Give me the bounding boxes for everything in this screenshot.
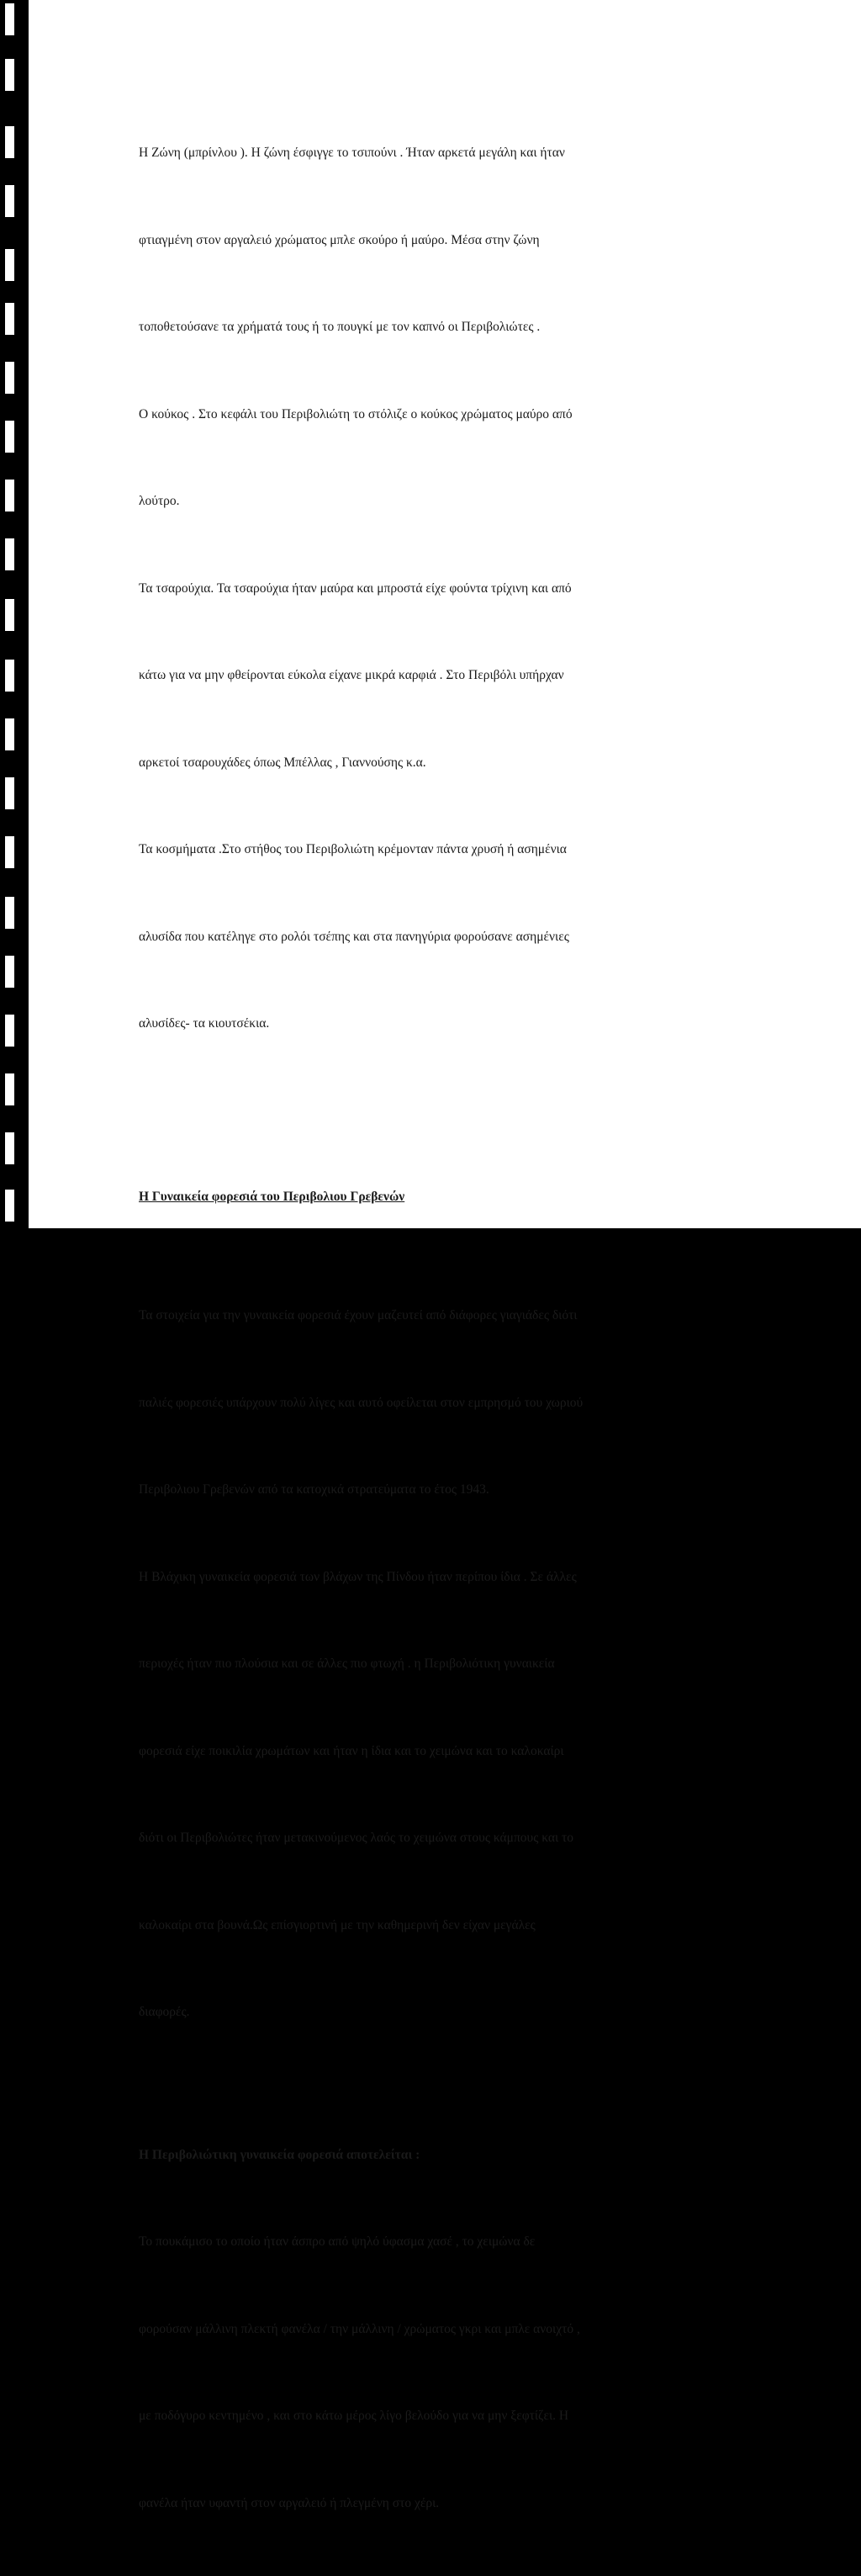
document-content	[139, 81, 761, 2576]
document-page	[29, 0, 861, 2510]
text-line: φορεσιά είχε ποικιλία χρωμάτων και ήταν η ίδια και το χειμώνα και το καλοκαίρι	[139, 1743, 564, 1758]
perforation	[5, 538, 14, 570]
perforation	[5, 185, 14, 217]
perforation	[5, 362, 14, 394]
text-line: με ποδόγυρο κεντημένο , και στο κάτω μέρος λίγο βελούδο για να μην ξεφτίζει. Η	[139, 2409, 569, 2423]
text-line: αλυσίδα που κατέληγε στο ρολόι τσέπης και στα πανηγύρια φορούσανε ασημένιες	[139, 929, 569, 944]
text-line: περιοχές ήταν πιο πλούσια και σε άλλες πιο φτωχή . η Περιβολιότικη γυναικεία	[139, 1656, 555, 1671]
perforation	[5, 660, 14, 692]
womens-costume-paragraph	[139, 1243, 761, 2086]
text-line: αλυσίδες- τα κιουτσέκια.	[139, 1016, 270, 1031]
section-title-costume-parts: Η Περιβολιώτικη γυναικεία φορεσιά αποτελείται :	[139, 2147, 420, 2162]
text-line: κάτω για να μην φθείρονται εύκολα είχανε μικρά καρφιά . Στο Περιβόλι υπήρχαν	[139, 668, 564, 682]
perforation	[5, 1073, 14, 1105]
perforation	[5, 421, 14, 453]
perforation	[5, 3, 14, 35]
perforation	[5, 897, 14, 929]
perforation	[5, 836, 14, 868]
section-title-womens-costume: Η Γυναικεία φορεσιά του Περιβολιου Γρεβενών	[139, 1189, 405, 1204]
perforation	[5, 303, 14, 335]
perforation	[5, 1190, 14, 1222]
perforation	[5, 956, 14, 988]
perforation	[5, 1015, 14, 1047]
text-line: Τα κοσμήματα .Στο στήθος του Περιβολιώτη κρέμονταν πάντα χρυσή ή ασημένια	[139, 842, 567, 856]
text-line: λούτρο.	[139, 494, 180, 508]
perforation	[5, 126, 14, 158]
perforation	[5, 59, 14, 91]
text-line: Τα τσαρούχια. Τα τσαρούχια ήταν μαύρα και μπροστά είχε φούντα τρίχινη και από	[139, 580, 572, 596]
text-line: φανέλα ήταν υφαντή στον αργαλειό ή πλεγμένη στο χέρι.	[139, 2495, 440, 2510]
text-line: Η Ζώνη (μπρίνλου ). Η ζώνη έσφιγγε το τσιπούνι . Ήταν αρκετά μεγάλη και ήταν	[139, 146, 565, 160]
text-line: Περιβολιου Γρεβενών από τα κατοχικά στρατεύματα το έτος 1943.	[139, 1482, 489, 1497]
perforation	[5, 718, 14, 750]
text-line: Το πουκάμισο το οποίο ήταν άσπρο από ψηλό ύφασμα χασέ , το χειμώνα δε	[139, 2234, 536, 2249]
text-line: Η Βλάχικη γυναικεία φορεσιά των βλάχων της Πίνδου ήταν περίπου ίδια . Σε άλλες	[139, 1569, 577, 1584]
text-line: φτιαγμένη στον αργαλειό χρώματος μπλε σκούρο ή μαύρο. Μέσα στην ζώνη	[139, 232, 540, 247]
text-line: Τα στοιχεία για την γυναικεία φορεσιά έχουν μαζευτεί από διάφορες γιαγιάδες διότι	[139, 1308, 578, 1322]
perforation	[5, 1132, 14, 1164]
men-costume-paragraph	[139, 81, 761, 1097]
perforation	[5, 249, 14, 281]
text-line: διαφορές.	[139, 2005, 190, 2019]
perforation	[5, 777, 14, 809]
costume-parts-paragraph	[139, 2170, 761, 2576]
text-line: φορούσαν μάλλινη πλεκτή φανέλα / την μάλλινη / χρώματος γκρι και μπλε ανοιχτό ,	[139, 2321, 580, 2336]
film-strip-perforations	[5, 0, 17, 1228]
text-line: Ο κούκος . Στο κεφάλι του Περιβολιώτη το στόλιζε ο κούκος χρώματος μαύρο από	[139, 406, 573, 421]
text-line: τοποθετούσανε τα χρήματά τους ή το πουγκί με τον καπνό οι Περιβολιώτες .	[139, 320, 541, 334]
text-line: αρκετοί τσαρουχάδες όπως Μπέλλας , Γιαννούσης κ.α.	[139, 755, 426, 770]
text-line: διότι οι Περιβολιώτες ήταν μετακινούμενος λαός το χειμώνα στους κάμπους και το	[139, 1831, 574, 1845]
text-line: παλιές φορεσιές υπάρχουν πολύ λίγες και αυτό οφείλεται στον εμπρησμό του χωριού	[139, 1395, 584, 1410]
text-line: καλοκαίρι στα βουνά.Ως επίσγιορτινή με την καθημερινή δεν είχαν μεγάλες	[139, 1917, 536, 1932]
perforation	[5, 599, 14, 631]
perforation	[5, 480, 14, 511]
